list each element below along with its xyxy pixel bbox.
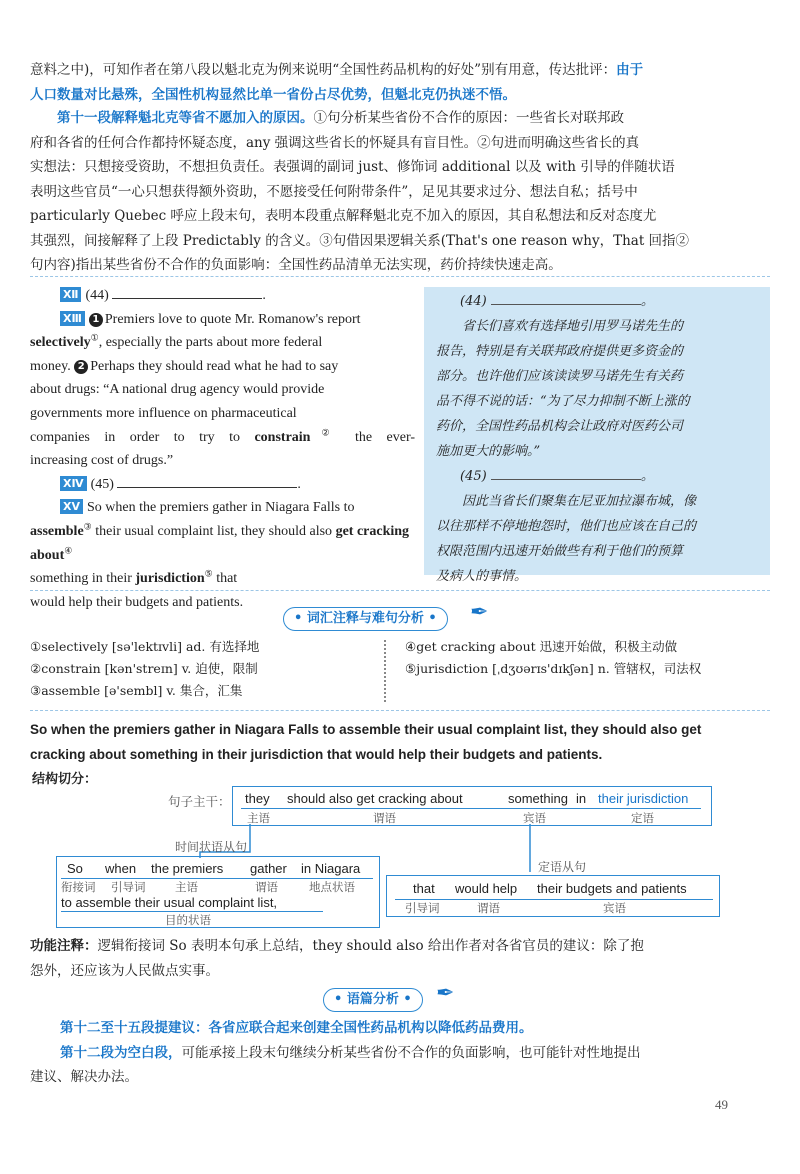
sentence-line: cracking about something in their jurisdiction that would help their budgets and patients.	[30, 747, 603, 762]
text: So when the premiers gather in Niagara Falls to	[87, 500, 355, 516]
translation-line: 品不得不说的话：“为了尽力抑制不断上涨的	[436, 394, 690, 409]
clause-word: in Niagara	[301, 861, 361, 876]
discourse-line: 建议、解决办法。	[30, 1069, 138, 1085]
vocab-word: selectively	[30, 335, 91, 351]
intro-highlight: 由于	[616, 62, 644, 78]
translation-box: (44) 。 省长们喜欢有选择地引用罗马诺先生的 报告，特别是有关联邦政府提供更多资金的 部分。也许他们应该读读罗马诺先生有关药 品不得不说的话：“为了尽力抑制不断上涨的 药价，全国性药品机构会让政府对医药公司 施加更大的影响。” (45) 。 因此当省长们聚集在尼亚加拉瀑布城，像 以往那样不停地抱怨时，他们也应该在自己的 权限范围内迅速开始做些有利于他们的预算 及病人的事情。	[424, 287, 770, 575]
function-head: 功能注释：	[30, 938, 98, 954]
text: companies in order to try to	[30, 429, 240, 445]
text: Premiers love to quote Mr. Romanow's report	[104, 311, 361, 327]
blank-45-label: (45)	[460, 469, 487, 484]
function-note	[30, 934, 775, 983]
quill-icon: ✒	[436, 981, 455, 1006]
text: money.	[30, 358, 71, 374]
vocab-item: ⑤jurisdiction [ˌdʒʊərɪs'dɪkʃən] n. 管辖权，司法权	[405, 661, 702, 676]
prep-word: in	[576, 791, 587, 806]
function-line: 逻辑衔接词 So 表明本句承上总结，they should also 给出作者对各省官员的建议：除了抱	[97, 938, 644, 954]
vocab-item: ①selectively [sə'lektɪvli] ad. 有选择地	[30, 639, 260, 654]
para11-line: 表明这些官员“一心只想获得额外资助，不愿接受任何附带条件”，足见其要求过分、想法自私；括号中	[30, 183, 638, 200]
main-clause-label: 句子主干：	[168, 794, 231, 809]
para-number-13: ⅩⅢ	[60, 311, 85, 326]
vocab-item: ②constrain [kən'streɪn] v. 迫使，限制	[30, 661, 258, 676]
blank-44-label: (44)	[85, 288, 109, 303]
discourse-section-tag	[323, 988, 423, 1012]
attribute-words: their jurisdiction	[598, 791, 689, 806]
text: Perhaps they should read what he had to say	[90, 358, 339, 374]
para-number-12: Ⅻ	[60, 287, 81, 302]
role-label: 宾语	[523, 811, 546, 825]
role-label: 主语	[247, 811, 270, 825]
english-passage: Ⅻ (44) . ⅩⅢ 1 Premiers love to quote Mr. Romanow's report selectively①, especially the parts about more federal money. 2 Perhaps they should read what he had to say about drugs: “A national drug agency would provide governments more influence on pharmaceutical companies in order to try to constrain② the ever- increasing cost of drugs.” ⅩⅣ (45) . ⅩⅤ So when the premiers gather in Niagara Falls to assemble③ their usual complaint list, they should also get cracking about④ something in their jurisdiction⑤ that would help their budgets and patients.	[30, 284, 415, 614]
purpose-words: to assemble their usual complaint list,	[61, 895, 278, 910]
subject-word: they	[245, 791, 270, 806]
discourse-analysis	[30, 1016, 775, 1090]
sentence-line: So when the premiers gather in Niagara Falls to assemble their usual complaint list, they should also get	[30, 722, 702, 737]
translation-line: 因此当省长们聚集在尼亚加拉瀑布城，像	[462, 494, 697, 509]
text: about drugs: “A national drug agency would provide	[30, 382, 325, 398]
role-label: 宾语	[603, 901, 626, 915]
vocab-item: ③assemble [ə'sembl] v. 集合，汇集	[30, 683, 243, 698]
object-word: something	[508, 791, 568, 806]
translation-line: 权限范围内迅速开始做些有利于他们的预算	[436, 544, 684, 559]
role-label: 衔接词	[61, 880, 96, 894]
discourse-line: 可能承接上段末句继续分析某些省份不合作的负面影响，也可能针对性地提出	[181, 1044, 641, 1061]
para11-line: particularly Quebec 呼应上段末句，表明本段重点解释魁北克不加入的原因，其自私想法和反对态度尤	[30, 208, 657, 224]
vocab-word: assemble	[30, 523, 84, 539]
role-label: 谓语	[477, 901, 500, 915]
translation-line: 及病人的事情。	[436, 569, 528, 584]
adv-clause-label: 时间状语从句	[175, 840, 248, 854]
para11-line: 句内容)指出某些省份不合作的负面影响：全国性药品清单无法实现，药价持续快速走高。	[30, 257, 562, 273]
text: their usual complaint list, they should also	[95, 523, 333, 539]
discourse-highlight: 第十二段为空白段，	[60, 1044, 182, 1061]
text: the ever-	[354, 429, 416, 445]
role-label: 谓语	[373, 811, 396, 825]
translation-line: 部分。也许他们应该读读罗马诺先生有关药	[436, 369, 684, 384]
role-label: 引导词	[111, 880, 146, 894]
para11-line: 府和各省的任何合作都持怀疑态度，any 强调这些省长的怀疑具有盲目性。②句进而明确这些省长的真	[30, 134, 640, 151]
attributive-clause-box	[386, 875, 720, 917]
translation-line: 药价，全国性药品机构会让政府对医药公司	[436, 419, 684, 434]
text: governments more influence on pharmaceutical	[30, 405, 297, 421]
text: that	[216, 571, 238, 587]
para11-line: 其强烈，间接解释了上段 Predictably 的含义。③句借因果逻辑关系(That's one reason why，That 回指②	[30, 232, 690, 249]
role-label: 引导词	[405, 901, 440, 915]
clause-word: So	[67, 861, 83, 876]
clause-word: gather	[250, 861, 287, 876]
adverbial-clause-box	[56, 856, 380, 928]
vocab-item: ④get cracking about 迅速开始做，积极主动做	[405, 639, 678, 654]
attr-clause-label: 定语从句	[538, 860, 587, 874]
role-label: 主语	[175, 880, 198, 894]
predicate-words: should also get cracking about	[287, 791, 463, 806]
vocab-word: jurisdiction	[135, 571, 205, 587]
role-label: 地点状语	[309, 880, 355, 894]
text: increasing cost of drugs.”	[30, 453, 174, 469]
role-label: 目的状语	[165, 913, 211, 927]
clause-word: would help	[455, 881, 518, 896]
text: something in their	[30, 571, 132, 587]
translation-line: 省长们喜欢有选择地引用罗马诺先生的	[462, 319, 684, 334]
para-number-15: ⅩⅤ	[60, 499, 83, 514]
translation-line: 报告，特别是有关联邦政府提供更多资金的	[436, 344, 684, 359]
blank-45-label: (45)	[90, 476, 114, 492]
quill-icon: ✒	[470, 600, 489, 625]
intro-line2: 人口数量对比悬殊，全国性机构显然比单一省份占尽优势，但魁北克仍执迷不悟。	[30, 86, 516, 103]
vocab-word: constrain	[254, 429, 311, 445]
intro-line1: 意料之中)，可知作者在第八段以魁北克为例来说明“全国性药品机构的好处”别有用意，传达批评：	[30, 62, 617, 78]
tag-label: • 语篇分析 •	[334, 992, 412, 1007]
text: , especially the parts about more federal	[98, 335, 323, 351]
tag-label: • 词汇注释与难句分析 •	[294, 611, 437, 626]
clause-word: the premiers	[151, 861, 224, 876]
clause-word: when	[105, 861, 137, 876]
para11-line: ①句分析某些省份不合作的原因：一些省长对联邦政	[313, 110, 624, 126]
role-label: 定语	[631, 811, 654, 825]
clause-word: their budgets and patients	[537, 881, 687, 896]
clause-word: that	[413, 881, 435, 896]
page-number: 49	[715, 1097, 728, 1112]
para-number-14: ⅩⅣ	[60, 476, 87, 491]
function-line: 怨外，还应该为人民做点实事。	[30, 962, 219, 979]
text: would help their budgets and patients.	[30, 594, 244, 610]
sentence-marker: 1	[89, 313, 103, 327]
translation-line: 以往那样不停地抱怨时，他们也应该在自己的	[436, 519, 697, 534]
sentence-marker: 2	[74, 360, 88, 374]
para11-heading: 第十一段解释魁北克等省不愿加入的原因。	[57, 110, 314, 126]
role-label: 谓语	[255, 880, 278, 894]
para11-line: 实想法：只想接受资助，不想担负责任。表强调的副词 just、修饰词 additional 以及 with 引导的伴随状语	[30, 159, 675, 175]
translation-line: 施加更大的影响。”	[436, 444, 541, 459]
structure-label: 结构切分：	[32, 772, 98, 787]
discourse-line: 第十二至十五段提建议：各省应联合起来创建全国性药品机构以降低药品费用。	[60, 1020, 533, 1036]
underline	[395, 899, 713, 900]
blank-44-label: (44)	[460, 294, 487, 309]
vocab-word: get cracking about	[30, 523, 410, 563]
